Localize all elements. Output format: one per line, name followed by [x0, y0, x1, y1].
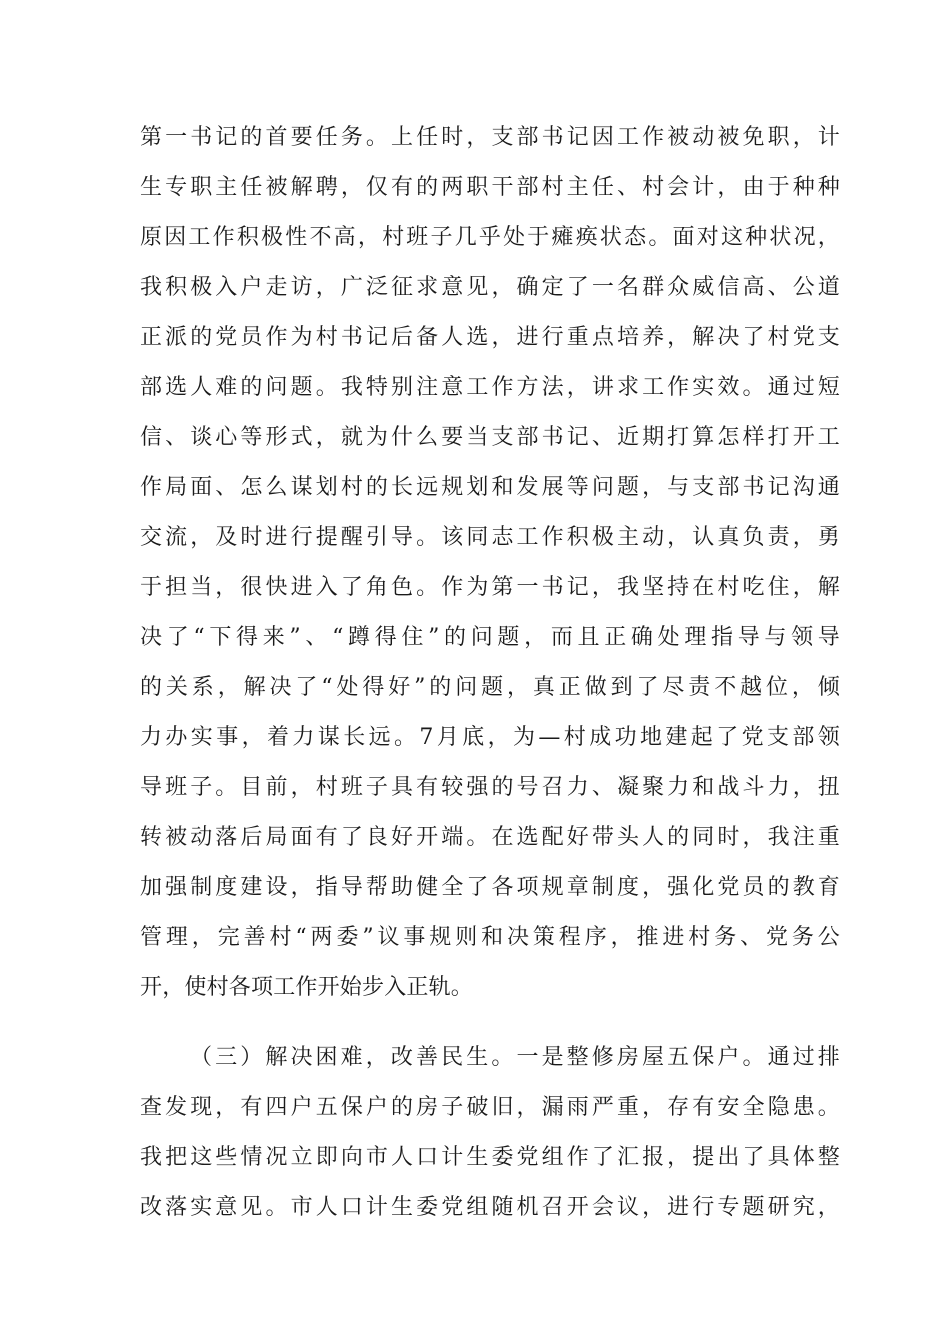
text-line: 改落实意见。市人口计生委党组随机召开会议，进行专题研究，: [140, 1195, 840, 1220]
text-line: 管理，完善村“两委”议事规则和决策程序，推进村务、党务公: [140, 925, 840, 950]
text-line: 正派的党员作为村书记后备人选，进行重点培养，解决了村党支: [140, 325, 840, 350]
paragraph-1: [140, 113, 840, 1013]
text-line: 加强制度建设，指导帮助健全了各项规章制度，强化党员的教育: [140, 875, 840, 900]
text-line: 第一书记的首要任务。上任时，支部书记因工作被动被免职，计: [140, 125, 840, 150]
text-line: 生专职主任被解聘，仅有的两职干部村主任、村会计，由于种种: [140, 175, 840, 200]
text-line: 原因工作积极性不高，村班子几乎处于瘫痪状态。面对这种状况，: [140, 225, 840, 250]
text-line: 的关系，解决了“处得好”的问题，真正做到了尽责不越位，倾: [140, 675, 840, 700]
text-line: 我把这些情况立即向市人口计生委党组作了汇报，提出了具体整: [140, 1145, 840, 1170]
text-line: 部选人难的问题。我特别注意工作方法，讲求工作实效。通过短: [140, 375, 840, 400]
text-line: 转被动落后局面有了良好开端。在选配好带头人的同时，我注重: [140, 825, 840, 850]
text-line: 导班子。目前，村班子具有较强的号召力、凝聚力和战斗力，扭: [140, 775, 840, 800]
paragraph-2: [140, 1033, 840, 1233]
text-line: 开，使村各项工作开始步入正轨。: [140, 975, 474, 1000]
text-line: 作局面、怎么谋划村的长远规划和发展等问题，与支部书记沟通: [140, 475, 840, 500]
paragraph-gap: [140, 1013, 840, 1033]
text-line: 决了“下得来”、“蹲得住”的问题，而且正确处理指导与领导: [140, 625, 840, 650]
text-line: 交流，及时进行提醒引导。该同志工作积极主动，认真负责，勇: [140, 525, 840, 550]
text-line: 信、谈心等形式，就为什么要当支部书记、近期打算怎样打开工: [140, 425, 840, 450]
text-line: 查发现，有四户五保户的房子破旧，漏雨严重，存有安全隐患。: [140, 1095, 840, 1120]
text-line: 力办实事，着力谋长远。7月底，为—村成功地建起了党支部领: [140, 725, 840, 750]
document-body: [140, 113, 840, 1233]
text-line: 我积极入户走访，广泛征求意见，确定了一名群众威信高、公道: [140, 275, 840, 300]
text-line: （三）解决困难，改善民生。一是整修房屋五保户。通过排: [190, 1045, 840, 1070]
text-line: 于担当，很快进入了角色。作为第一书记，我坚持在村吃住，解: [140, 575, 840, 600]
